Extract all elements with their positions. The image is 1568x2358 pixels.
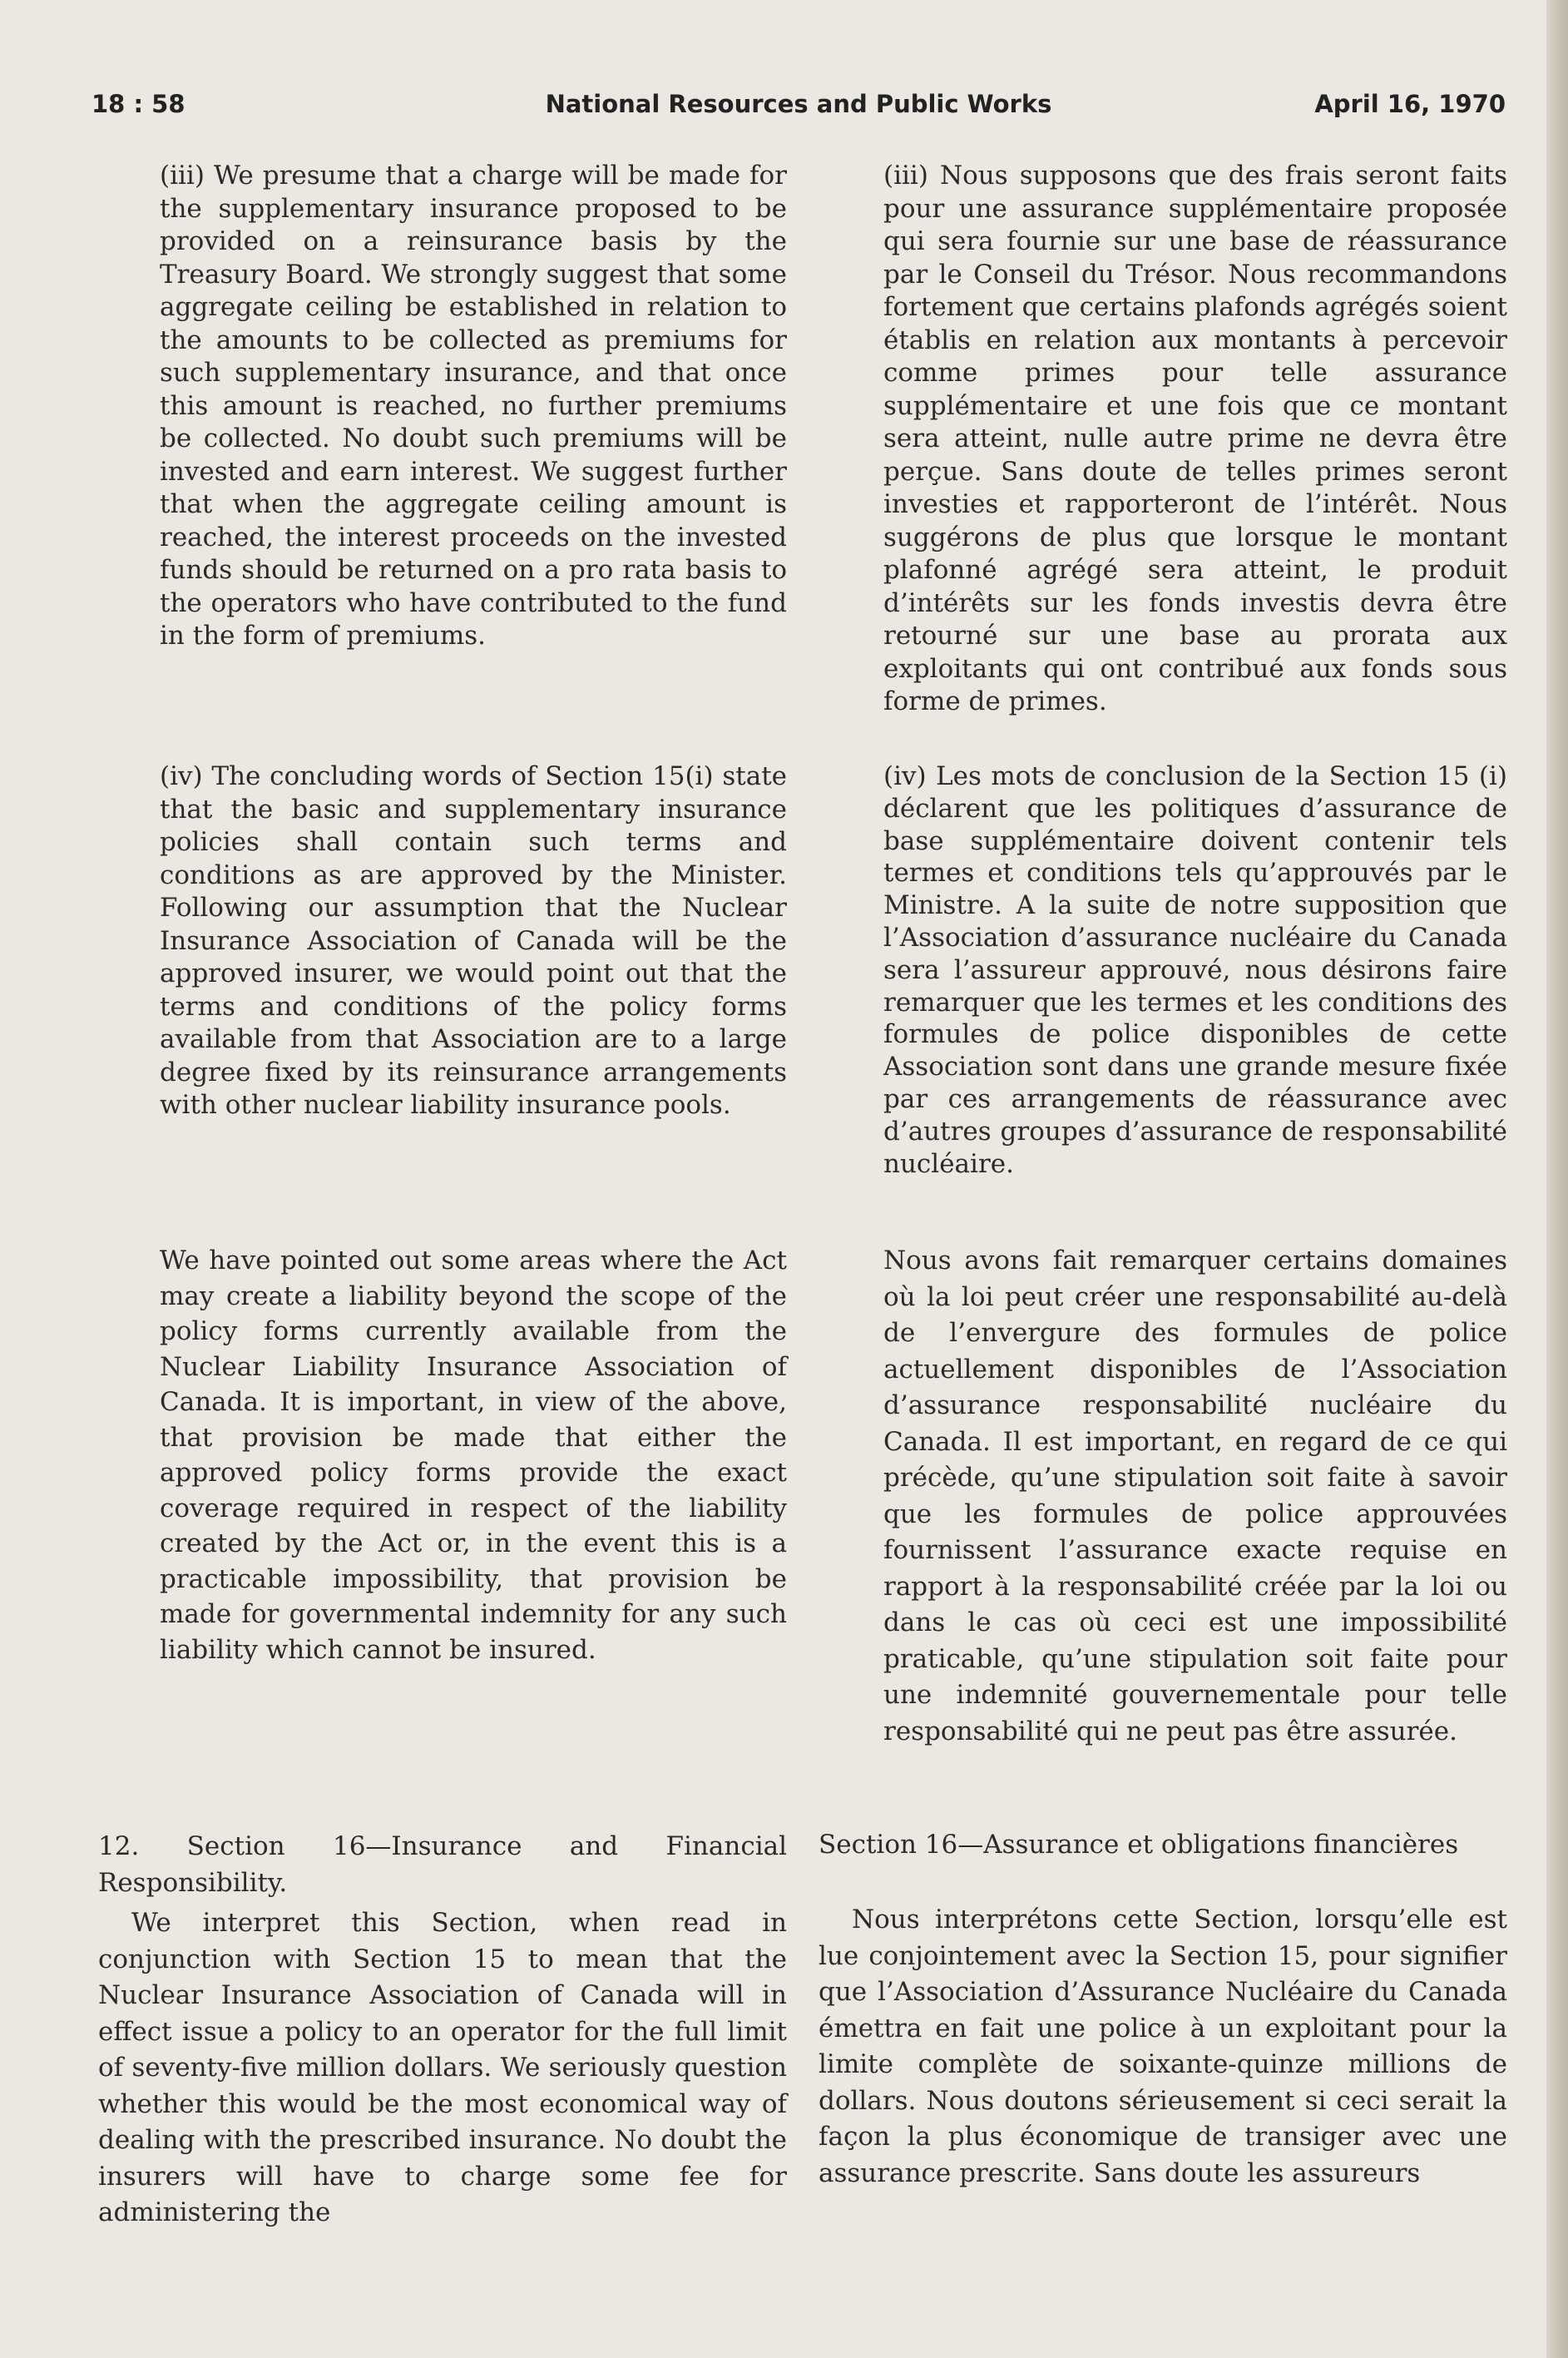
fr-section-16-body: Nous interprétons cette Section, lorsqu’elle est lue conjointement avec la Section 15, pour signifier que l’Association d’Assurance Nucléaire du Canada émettra en fait une police à un exploitant pour la limite complète de soixante-quinze millions de dollars. Nous doutons sérieusement si ceci serait la façon la plus économique de transiger avec une assurance prescrite. Sans doute les assureurs — [819, 1905, 1507, 2188]
running-title: National Resources and Public Works — [545, 90, 1052, 118]
en-section-12-body: We interpret this Section, when read in conjunction with Section 15 to mean that the Nuclear Insurance Association of Canada will in effect issue a policy to an operator for the full limit of seventy-five million dollars. We seriously question whether this would be the most economical way of dealing with the prescribed insurance. No doubt the insurers will have to charge some fee for administering the — [98, 1908, 787, 2227]
fr-paragraph-iii: (iii) Nous supposons que des frais seront faits pour une assurance supplémentaire proposée qui sera fournie sur une base de réassurance par le Conseil du Trésor. Nous recommandons fortement que certains plafonds agrégés soient établis en relation aux montants à percevoir comme primes pour telle assurance supplémentaire et une fois que ce montant sera atteint, nulle autre prime ne devra être perçue. Sans doute de telles primes seront investies et rapporteront de l’intérêt. Nous suggérons de plus que lorsque le montant plafonné agrégé sera atteint, le produit d’intérêts sur les fonds investis devra être retourné sur une base au prorata aux exploitants qui ont contribué aux fonds sous forme de primes. — [883, 161, 1507, 716]
fr-section-16-heading: Section 16—Assurance et obligations financières — [819, 1830, 1459, 1860]
en-paragraph-iii: (iii) We presume that a charge will be made for the supplementary insurance proposed to be provided on a reinsurance basis by the Treasury Board. We strongly suggest that some aggregate ceiling be established in relation to the amounts to be collected as premiums for such supplementary insurance, and that once this amount is reached, no further premiums be collected. No doubt such premiums will be invested and earn interest. We suggest further that when the aggregate ceiling amount is reached, the interest proceeds on the invested funds should be returned on a pro rata basis to the operators who have contributed to the fund in the form of premiums. — [160, 161, 787, 651]
page-spine-edge — [1546, 0, 1568, 2358]
page-header — [92, 90, 1506, 126]
fr-paragraph-iv: (iv) Les mots de conclusion de la Section 15 (i) déclarent que les politiques d’assurance de base supplémentaire doivent contenir tels termes et conditions tels qu’approuvés par le Ministre. A la suite de notre supposition que l’Association d’assurance nucléaire du Canada sera l’assureur approuvé, nous désirons faire remarquer que les termes et les conditions des formules de police disponibles de cette Association sont dans une grande mesure fixée par ces arrangements de réassurance avec d’autres groupes d’assurance de responsabilité nucléaire. — [883, 761, 1507, 1179]
en-section-12-heading: 12. Section 16—Insurance and Financial Responsibility. — [98, 1831, 787, 1898]
page-number: 18 : 58 — [92, 90, 185, 118]
en-paragraph-iv: (iv) The concluding words of Section 15(i) state that the basic and supplementary insurance policies shall contain such terms and conditions as are approved by the Minister. Following our assumption that the Nuclear Insurance Association of Canada will be the approved insurer, we would point out that the terms and conditions of the policy forms available from that Association are to a large degree fixed by its reinsurance arrangements with other nuclear liability insurance pools. — [160, 761, 787, 1120]
fr-paragraph-pointed-out: Nous avons fait remarquer certains domaines où la loi peut créer une responsabilité au-delà de l’envergure des formules de police actuellement disponibles de l’Association d’assurance responsabilité nucléaire du Canada. Il est important, en regard de ce qui précède, qu’une stipulation soit faite à savoir que les formules de police approuvées fournissent l’assurance exacte requise en rapport à la responsabilité créée par la loi ou dans le cas où ceci est une impossibilité praticable, qu’une stipulation soit faite pour une indemnité gouvernementale pour telle responsabilité qui ne peut pas être assurée. — [883, 1246, 1507, 1746]
en-paragraph-pointed-out: We have pointed out some areas where the Act may create a liability beyond the scope of the policy forms currently available from the Nuclear Liability Insurance Association of Canada. It is important, in view of the above, that provision be made that either the approved policy forms provide the exact coverage required in respect of the liability created by the Act or, in the event this is a practicable impossibility, that provision be made for governmental indemnity for any such liability which cannot be insured. — [160, 1246, 787, 1665]
header-date: April 16, 1970 — [1314, 90, 1506, 118]
